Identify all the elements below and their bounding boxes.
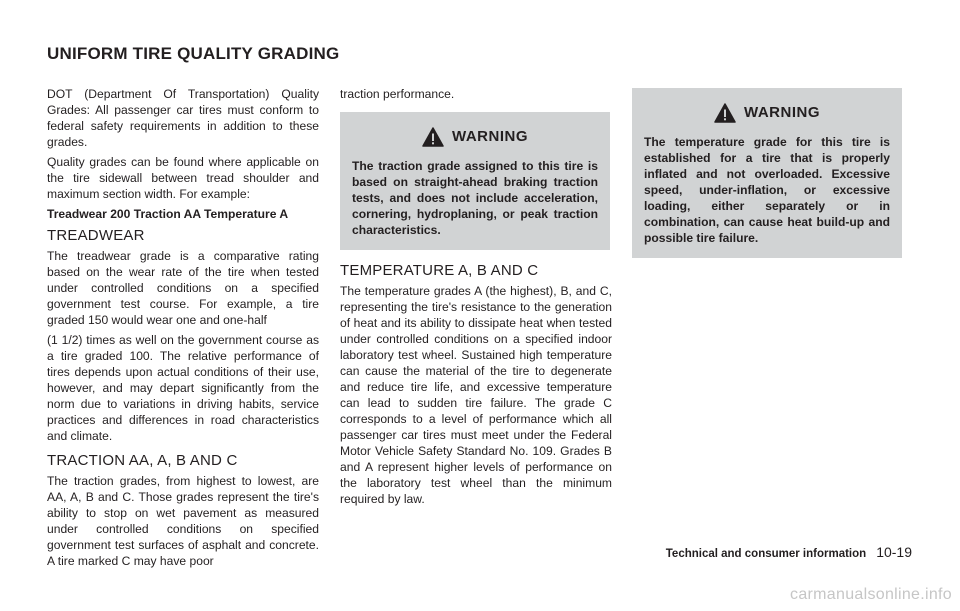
watermark: carmanualsonline.info: [790, 586, 952, 603]
warning-header: [644, 100, 890, 126]
quality-grades-paragraph: Quality grades can be found where applicable on the tire sidewall between tread shoulder and maximum section width. For example:: [47, 155, 319, 201]
treadwear-paragraph-2: (1 1/2) times as well on the government course as a tire graded 100. The relative performance of tires depends upon actual conditions of their use, however, and may depart significantly from the norm due to variations in driving habits, service practices and differences in road characteristics and climate.: [47, 333, 319, 443]
left-column: [47, 86, 319, 569]
temperature-warning-text: The temperature grade for this tire is established for a tire that is properly inflated and not overloaded. Excessive speed, under-inflation, or excessive loading, either separately or in combination, can cause heat build-up and possible tire failure.: [644, 135, 890, 245]
page-footer: [666, 544, 912, 560]
grade-example: Treadwear 200 Traction AA Temperature A: [47, 207, 289, 221]
warning-header: [352, 124, 598, 150]
intro-paragraph: DOT (Department Of Transportation) Quality Grades: All passenger car tires must conform to federal safety requirements in addition to these grades.: [47, 87, 319, 149]
traction-continuation: traction performance.: [340, 87, 455, 101]
page-title: UNIFORM TIRE QUALITY GRADING: [47, 44, 340, 63]
temperature-warning-box: [632, 88, 902, 258]
right-column: [632, 88, 904, 258]
traction-heading: TRACTION AA, A, B AND C: [47, 452, 238, 469]
traction-paragraph: The traction grades, from highest to lowest, are AA, A, B and C. Those grades represent the tire's ability to stop on wet pavement as measured under controlled conditions on specified government test surfaces of asphalt and concrete. A tire marked C may have poor: [47, 474, 319, 568]
footer-section-title: Technical and consumer information: [665, 548, 867, 560]
warning-triangle-icon: [714, 103, 736, 123]
warning-triangle-icon: [422, 127, 444, 147]
warning-title: WARNING: [452, 128, 528, 145]
warning-title: WARNING: [744, 104, 820, 121]
traction-warning-box: [340, 112, 610, 250]
treadwear-paragraph-1: The treadwear grade is a comparative rating based on the wear rate of the tire when tested under controlled conditions on a specified government test course. For example, a tire graded 150 would wear one and one-half: [47, 249, 319, 327]
treadwear-heading: TREADWEAR: [47, 227, 145, 244]
temperature-heading: TEMPERATURE A, B AND C: [340, 262, 539, 279]
page-number: 10-19: [876, 544, 912, 560]
traction-warning-text: The traction grade assigned to this tire is based on straight-ahead braking traction tests, and does not include acceleration, cornering, hydroplaning, or peak traction characteristics.: [352, 159, 598, 237]
temperature-paragraph: The temperature grades A (the highest), B, and C, representing the tire's resistance to the generation of heat and its ability to dissipate heat when tested under controlled conditions on a specified indoor laboratory test wheel. Sustained high temperature can cause the material of the tire to degenerate and reduce tire life, and excessive temperature can lead to sudden tire failure. The grade C corresponds to a level of performance which all passenger car tires must meet under the Federal Motor Vehicle Safety Standard No. 109. Grades B and A represent higher levels of performance on the laboratory test wheel than the minimum required by law.: [340, 284, 612, 506]
middle-column: [340, 86, 612, 507]
